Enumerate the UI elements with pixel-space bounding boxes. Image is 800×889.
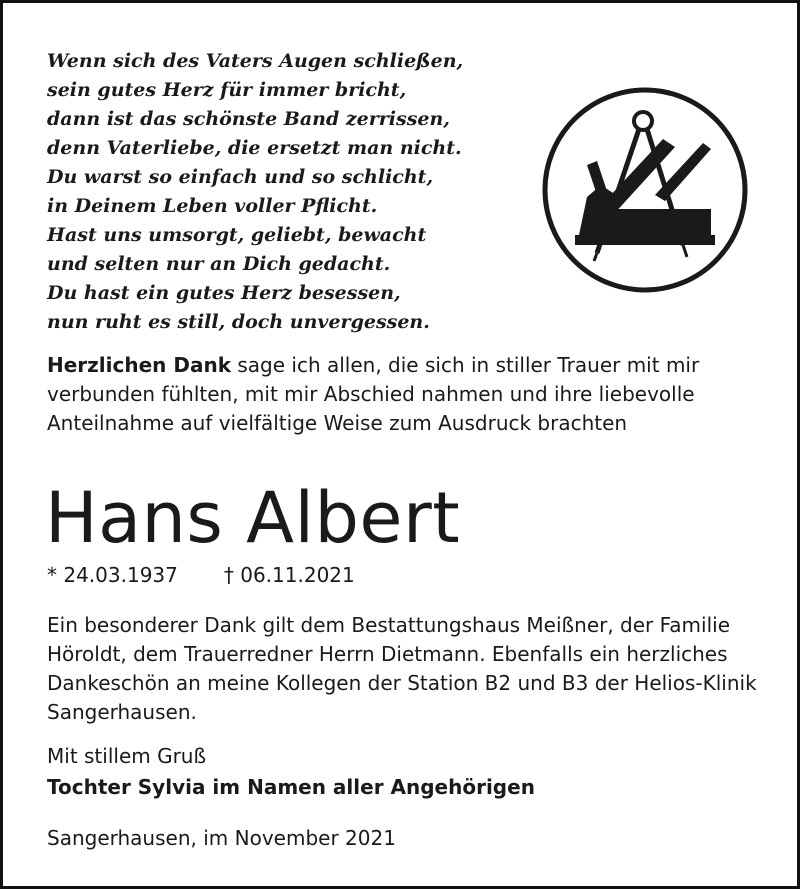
poem-line: dann ist das schönste Band zerrissen, — [47, 108, 450, 130]
life-dates — [47, 561, 355, 589]
poem-line: in Deinem Leben voller Pflicht. — [47, 195, 378, 217]
poem-line: Du hast ein gutes Herz besessen, — [47, 282, 401, 304]
poem-line: Hast uns umsorgt, geliebt, bewacht — [47, 224, 427, 246]
special-thanks-paragraph: Ein besonderer Dank gilt dem Bestattungshaus Meißner, der Familie Höroldt, dem Trauerredner Herrn Dietmann. Ebenfalls ein herzliches Dankeschön an meine Kollegen der Station B2 und B3 der Helios-Klinik Sangerhausen. — [47, 613, 757, 724]
poem-line: und selten nur an Dich gedacht. — [47, 253, 391, 275]
poem-line: denn Vaterliebe, die ersetzt man nicht. — [47, 137, 462, 159]
place-date: Sangerhausen, im November 2021 — [47, 826, 396, 850]
thanks-paragraph — [47, 351, 767, 438]
greeting — [47, 741, 767, 803]
birth-date: * 24.03.1937 — [47, 563, 178, 587]
signer: Tochter Sylvia im Namen aller Angehörigen — [47, 775, 535, 799]
deceased-name: Hans Albert — [45, 477, 461, 559]
poem — [47, 47, 527, 337]
poem-line: Wenn sich des Vaters Augen schließen, — [47, 50, 464, 72]
death-date: † 06.11.2021 — [223, 563, 355, 587]
poem-line: Du warst so einfach und so schlicht, — [47, 166, 434, 188]
thanks-lead: Herzlichen Dank — [47, 353, 232, 377]
poem-line: sein gutes Herz für immer bricht, — [47, 79, 407, 101]
poem-line: nun ruht es still, doch unvergessen. — [47, 311, 430, 333]
thanks-text: sage ich allen, die sich in stiller Trauer mit mir verbunden fühlten, mit mir Abschied nahmen und ihre liebevolle Anteilnahme auf vielfältige Weise zum Ausdruck brachten — [47, 353, 700, 435]
closing-phrase: Mit stillem Gruß — [47, 744, 207, 768]
carpenter-emblem-icon — [535, 85, 755, 295]
